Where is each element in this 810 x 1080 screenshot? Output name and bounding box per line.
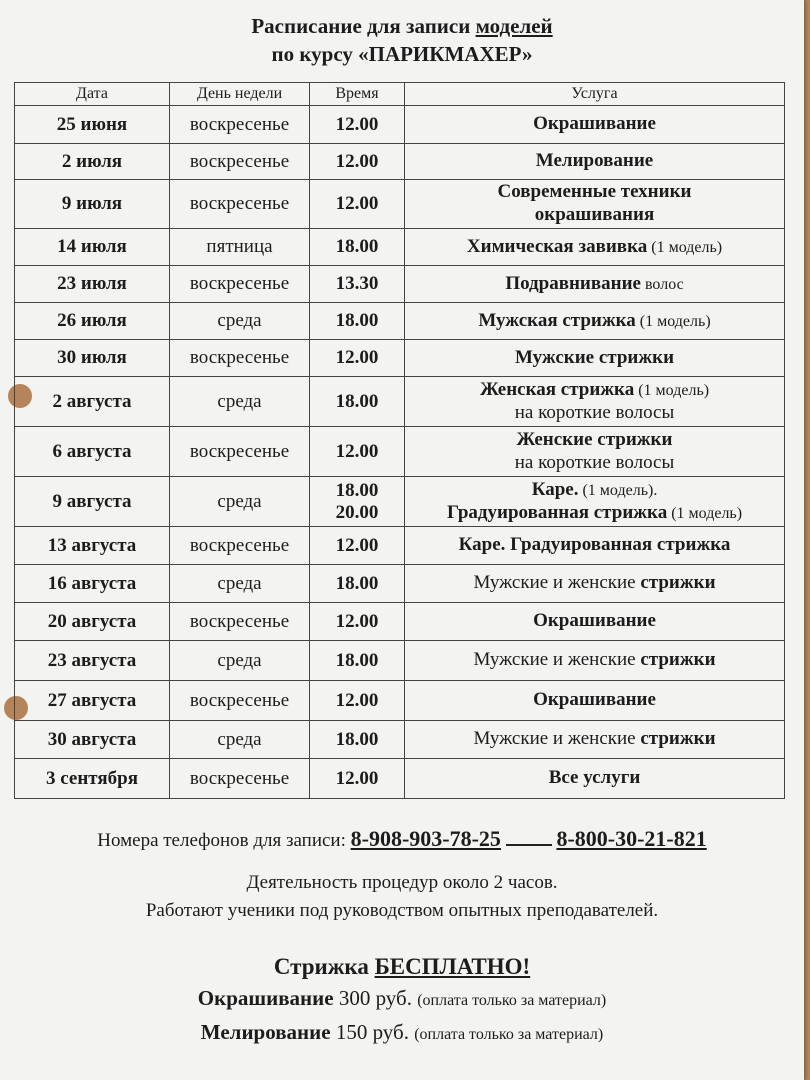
table-row (15, 565, 785, 603)
row-day: среда (170, 377, 310, 427)
row-date: 3 сентября (15, 759, 170, 799)
coloring-price: Окрашивание 300 руб. (оплата только за материал) (197, 986, 607, 1010)
phone-2: 8-800-30-21-821 (556, 826, 707, 851)
row-day: среда (170, 303, 310, 340)
table-row (15, 681, 785, 721)
schedule-table (14, 82, 785, 799)
row-service: Окрашивание (405, 106, 785, 144)
row-date: 23 августа (15, 641, 170, 681)
row-date: 14 июля (15, 229, 170, 266)
row-service: Женские стрижки на короткие волосы (405, 427, 785, 477)
header-date: Дата (15, 83, 170, 106)
row-date: 16 августа (15, 565, 170, 603)
row-day: воскресенье (170, 527, 310, 565)
table-row (15, 759, 785, 799)
row-day: среда (170, 565, 310, 603)
row-service: Каре. (1 модель). Градуированная стрижка (1 модель) (405, 477, 785, 527)
row-time: 12.00 (310, 759, 405, 799)
row-service: Мужские стрижки (405, 340, 785, 377)
table-row (15, 377, 785, 427)
table-row (15, 721, 785, 759)
row-time: 18.00 (310, 721, 405, 759)
header-time: Время (310, 83, 405, 106)
row-time: 12.00 (310, 106, 405, 144)
table-row (15, 340, 785, 377)
row-time: 18.00 20.00 (310, 477, 405, 527)
table-row (15, 603, 785, 641)
row-date: 2 июля (15, 144, 170, 180)
row-date: 27 августа (15, 681, 170, 721)
row-time: 12.00 (310, 681, 405, 721)
table-row (15, 527, 785, 565)
table-row (15, 303, 785, 340)
row-time: 12.00 (310, 180, 405, 229)
table-row (15, 144, 785, 180)
row-date: 30 июля (15, 340, 170, 377)
row-time: 12.00 (310, 144, 405, 180)
row-date: 2 августа (15, 377, 170, 427)
info-line-1: Деятельность процедур около 2 часов. (246, 872, 558, 893)
row-date: 23 июля (15, 266, 170, 303)
row-time: 18.00 (310, 229, 405, 266)
header-service: Услуга (405, 83, 785, 106)
row-day: воскресенье (170, 266, 310, 303)
free-haircut: Стрижка БЕСПЛАТНО! (273, 954, 531, 979)
info-line-2: Работают ученики под руководством опытных преподавателей. (145, 900, 659, 921)
row-time: 12.00 (310, 340, 405, 377)
row-day: среда (170, 641, 310, 681)
row-service: Окрашивание (405, 681, 785, 721)
row-date: 26 июля (15, 303, 170, 340)
row-time: 18.00 (310, 565, 405, 603)
row-time: 18.00 (310, 641, 405, 681)
row-service: Окрашивание (405, 603, 785, 641)
row-service: Мужские и женские стрижки (405, 565, 785, 603)
table-row (15, 106, 785, 144)
row-time: 13.30 (310, 266, 405, 303)
row-day: воскресенье (170, 759, 310, 799)
row-service: Мужская стрижка (1 модель) (405, 303, 785, 340)
row-day: воскресенье (170, 180, 310, 229)
row-date: 6 августа (15, 427, 170, 477)
row-time: 12.00 (310, 527, 405, 565)
row-service: Все услуги (405, 759, 785, 799)
row-day: пятница (170, 229, 310, 266)
table-row (15, 477, 785, 527)
row-day: среда (170, 721, 310, 759)
row-date: 9 июля (15, 180, 170, 229)
row-service: Женская стрижка (1 модель) на короткие волосы (405, 377, 785, 427)
row-day: воскресенье (170, 106, 310, 144)
row-service: Мужские и женские стрижки (405, 641, 785, 681)
row-day: среда (170, 477, 310, 527)
phone-1: 8-908-903-78-25 (350, 826, 501, 851)
table-row (15, 180, 785, 229)
row-time: 18.00 (310, 377, 405, 427)
row-time: 12.00 (310, 427, 405, 477)
row-date: 9 августа (15, 477, 170, 527)
row-date: 25 июня (15, 106, 170, 144)
row-service: Современные техники окрашивания (405, 180, 785, 229)
row-time: 12.00 (310, 603, 405, 641)
row-service: Каре. Градуированная стрижка (405, 527, 785, 565)
row-date: 30 августа (15, 721, 170, 759)
row-day: воскресенье (170, 144, 310, 180)
table-header-row (15, 83, 785, 106)
row-service: Подравнивание волос (405, 266, 785, 303)
table-row (15, 427, 785, 477)
row-day: воскресенье (170, 427, 310, 477)
row-date: 13 августа (15, 527, 170, 565)
row-day: воскресенье (170, 603, 310, 641)
table-row (15, 641, 785, 681)
row-day: воскресенье (170, 681, 310, 721)
row-date: 20 августа (15, 603, 170, 641)
row-service: Химическая завивка (1 модель) (405, 229, 785, 266)
table-row (15, 266, 785, 303)
row-day: воскресенье (170, 340, 310, 377)
page-subtitle: по курсу «ПАРИКМАХЕР» (271, 42, 533, 66)
table-row (15, 229, 785, 266)
row-time: 18.00 (310, 303, 405, 340)
row-service: Мелирование (405, 144, 785, 180)
header-day: День недели (170, 83, 310, 106)
page-title: Расписание для записи моделей (251, 14, 553, 38)
highlight-price: Мелирование 150 руб. (оплата только за материал) (200, 1020, 604, 1044)
row-service: Мужские и женские стрижки (405, 721, 785, 759)
phones-line: Номера телефонов для записи: 8-908-903-78-25 8-800-30-21-821 (97, 826, 707, 851)
